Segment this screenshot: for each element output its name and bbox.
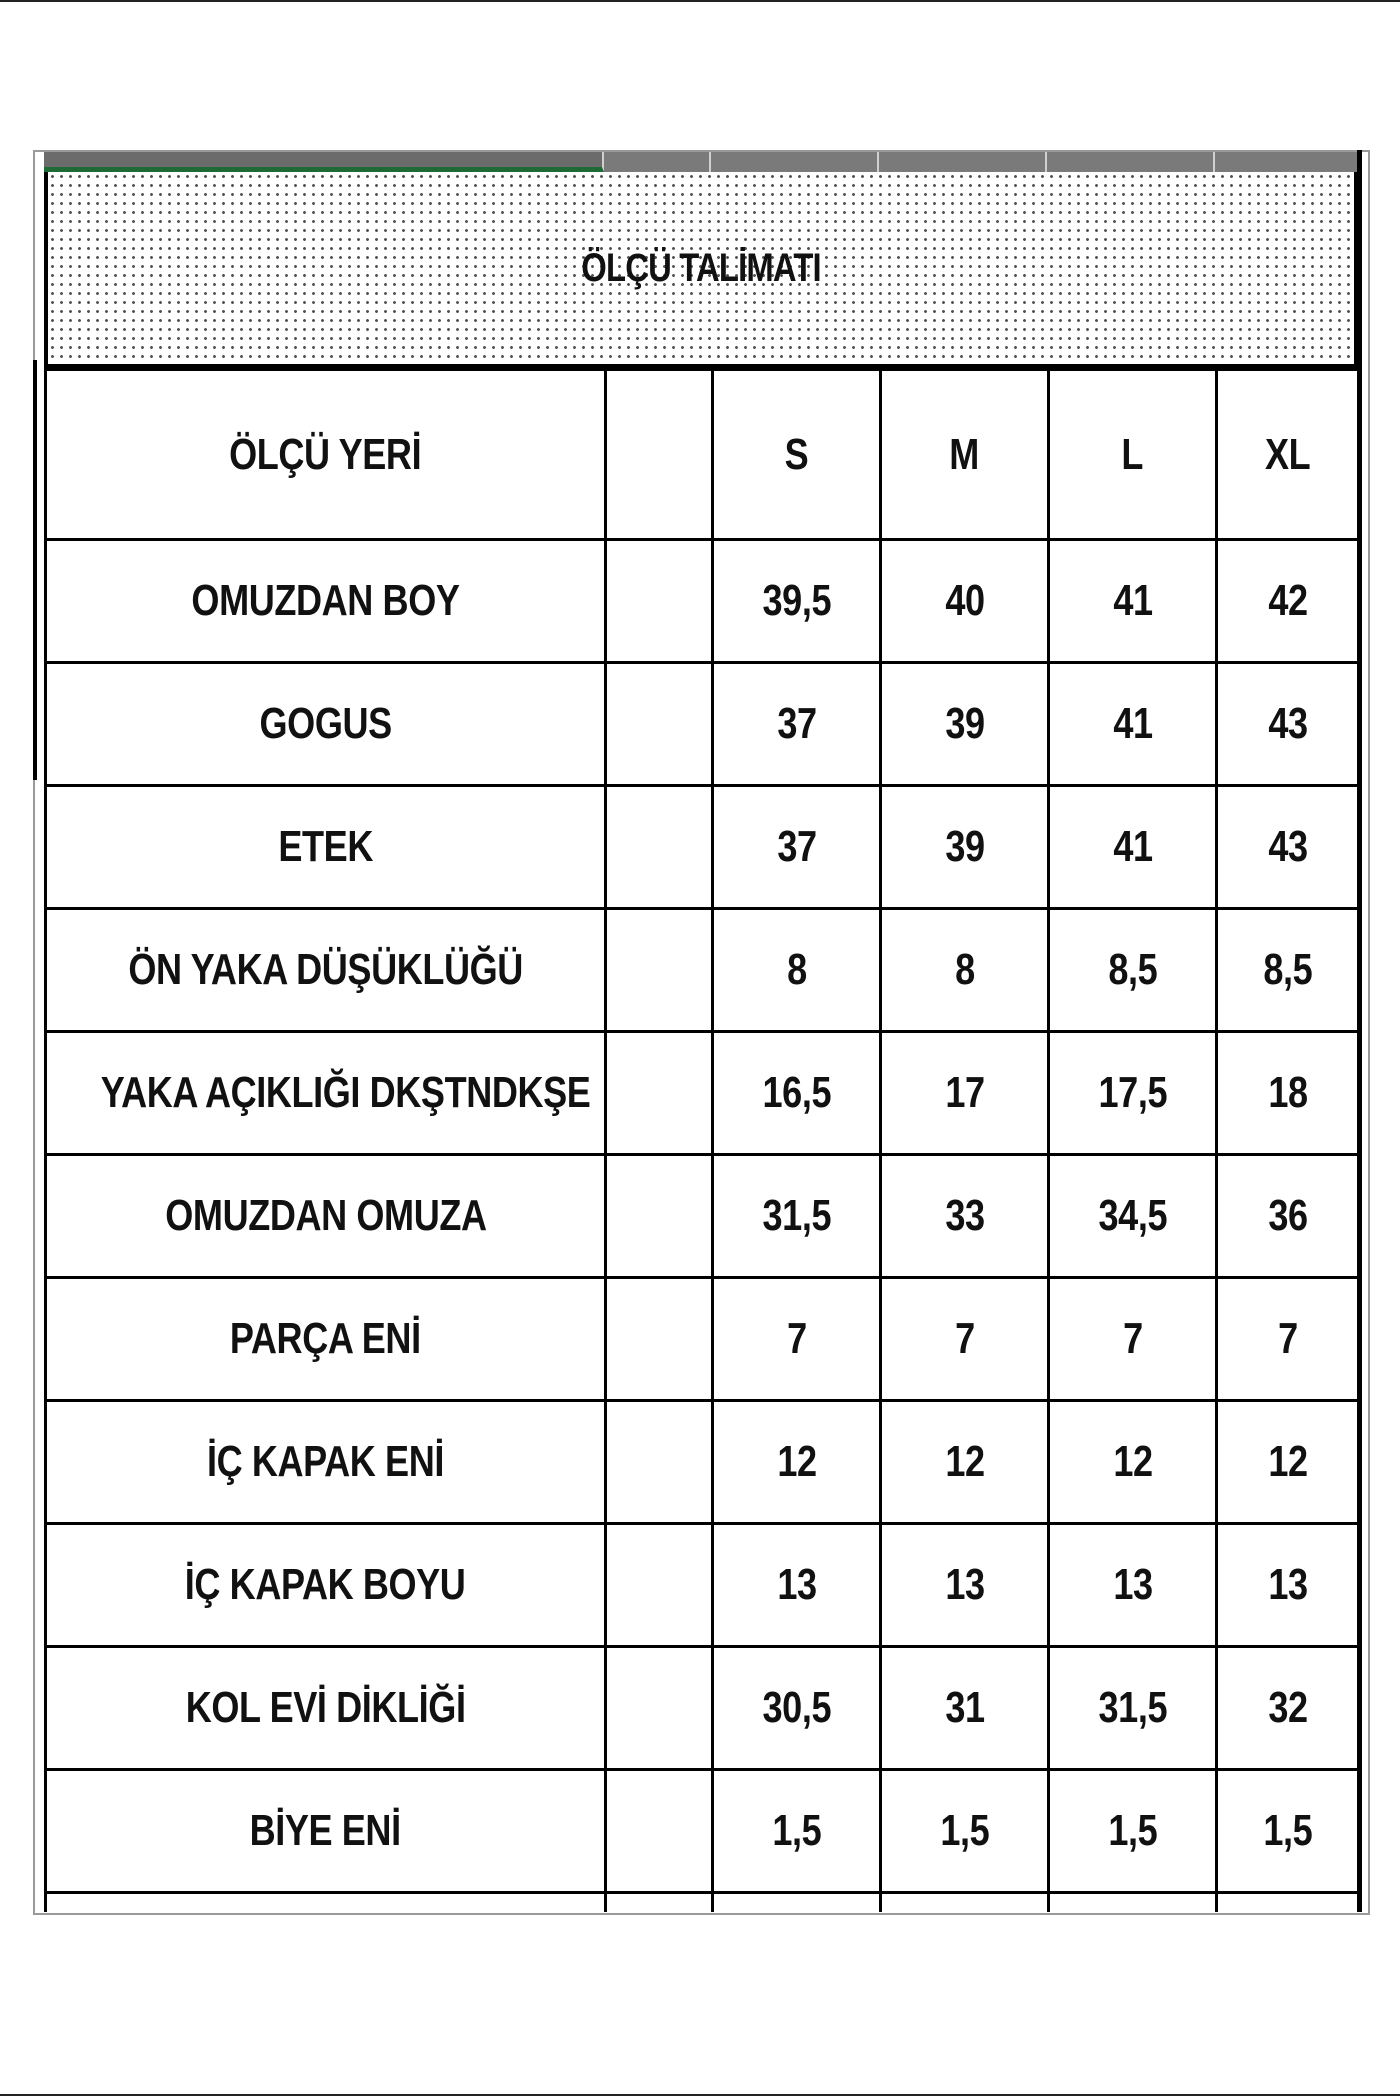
measurement-label-cell: OMUZDAN BOY xyxy=(46,540,606,663)
measurement-label-cell: YAKA AÇIKLIĞI DKŞTNDKŞE xyxy=(46,1032,606,1155)
size-m-cell: 39 xyxy=(881,663,1049,786)
size-l-cell: 13 xyxy=(1049,1524,1217,1647)
size-xl-cell: 36 xyxy=(1217,1155,1360,1278)
size-xl-cell: 13 xyxy=(1217,1524,1360,1647)
size-xl-cell: 8,5 xyxy=(1217,909,1360,1032)
size-s-cell: 1,5 xyxy=(713,1770,881,1893)
size-header-xl: XL xyxy=(1217,370,1360,540)
measurement-label-cell: BİYE ENİ xyxy=(46,1770,606,1893)
size-m-cell: 12 xyxy=(881,1401,1049,1524)
size-l-cell: 41 xyxy=(1049,540,1217,663)
size-s-cell: 37 xyxy=(713,663,881,786)
table-row xyxy=(46,1278,1360,1401)
size-xl-cell: 12 xyxy=(1217,1401,1360,1524)
size-l-cell: 12 xyxy=(1049,1401,1217,1524)
size-m-cell: 1,5 xyxy=(881,1770,1049,1893)
blank-header xyxy=(606,370,713,540)
measurement-point-header: ÖLÇÜ YERİ xyxy=(46,370,606,540)
blank-cell xyxy=(606,663,713,786)
size-m-cell: 13 xyxy=(881,1524,1049,1647)
size-header-m: M xyxy=(881,370,1049,540)
size-xl-cell: 32 xyxy=(1217,1647,1360,1770)
measurement-label-cell: KOL EVİ DİKLİĞİ xyxy=(46,1647,606,1770)
measurement-label-cell: İÇ KAPAK ENİ xyxy=(46,1401,606,1524)
size-s-cell: 39,5 xyxy=(713,540,881,663)
size-m-cell: 17 xyxy=(881,1032,1049,1155)
size-header-s: S xyxy=(713,370,881,540)
size-xl-cell: 18 xyxy=(1217,1032,1360,1155)
spreadsheet-sheet xyxy=(33,150,1370,1915)
blank-cell xyxy=(606,1278,713,1401)
page-title: ÖLÇÜ TALİMATI xyxy=(581,245,821,290)
size-s-cell: 12 xyxy=(713,1401,881,1524)
title-banner xyxy=(44,172,1358,368)
blank-cell xyxy=(606,786,713,909)
size-xl-cell: 1,5 xyxy=(1217,1770,1360,1893)
column-header-f[interactable] xyxy=(1215,152,1362,172)
size-m-cell: 7 xyxy=(881,1278,1049,1401)
measurement-label-cell: İÇ KAPAK BOYU xyxy=(46,1524,606,1647)
page-top-rule xyxy=(0,0,1400,2)
table-row xyxy=(46,1155,1360,1278)
size-m-cell: 8 xyxy=(881,909,1049,1032)
blank-cell xyxy=(606,1155,713,1278)
page-bottom-rule xyxy=(0,2094,1400,2096)
table-header-row xyxy=(46,370,1360,540)
size-l-cell: 41 xyxy=(1049,663,1217,786)
blank-cell xyxy=(606,1032,713,1155)
blank-cell xyxy=(606,1770,713,1893)
size-header-l: L xyxy=(1049,370,1217,540)
blank-cell xyxy=(606,1524,713,1647)
table-row xyxy=(46,1647,1360,1770)
column-header-b[interactable] xyxy=(604,152,711,172)
size-l-cell: 17,5 xyxy=(1049,1032,1217,1155)
column-header-d[interactable] xyxy=(879,152,1047,172)
table-row xyxy=(46,1770,1360,1893)
column-header-e[interactable] xyxy=(1047,152,1215,172)
size-s-cell: 31,5 xyxy=(713,1155,881,1278)
size-l-cell: 41 xyxy=(1049,786,1217,909)
measurement-label-cell: ETEK xyxy=(46,786,606,909)
blank-cell xyxy=(606,540,713,663)
size-l-cell: 1,5 xyxy=(1049,1770,1217,1893)
sheet-left-border-mark xyxy=(33,360,37,780)
size-s-cell: 7 xyxy=(713,1278,881,1401)
table-row-partial xyxy=(46,1893,1360,1913)
measurement-label-cell: ÖN YAKA DÜŞÜKLÜĞÜ xyxy=(46,909,606,1032)
table-row xyxy=(46,1524,1360,1647)
table-row xyxy=(46,1401,1360,1524)
blank-cell xyxy=(606,1401,713,1524)
size-xl-cell: 43 xyxy=(1217,786,1360,909)
table-row xyxy=(46,786,1360,909)
column-header-c[interactable] xyxy=(711,152,879,172)
table-row xyxy=(46,540,1360,663)
sheet-right-border xyxy=(1357,150,1362,1912)
size-s-cell: 30,5 xyxy=(713,1647,881,1770)
size-s-cell: 37 xyxy=(713,786,881,909)
size-xl-cell: 7 xyxy=(1217,1278,1360,1401)
size-m-cell: 40 xyxy=(881,540,1049,663)
measurement-label-cell: OMUZDAN OMUZA xyxy=(46,1155,606,1278)
size-m-cell: 31 xyxy=(881,1647,1049,1770)
size-l-cell: 34,5 xyxy=(1049,1155,1217,1278)
column-header-a[interactable] xyxy=(44,152,604,172)
table-row xyxy=(46,1032,1360,1155)
size-l-cell: 7 xyxy=(1049,1278,1217,1401)
measurement-label-cell: GOGUS xyxy=(46,663,606,786)
size-l-cell: 8,5 xyxy=(1049,909,1217,1032)
table-row xyxy=(46,663,1360,786)
size-l-cell: 31,5 xyxy=(1049,1647,1217,1770)
column-header-strip xyxy=(44,152,1362,172)
size-m-cell: 33 xyxy=(881,1155,1049,1278)
size-s-cell: 8 xyxy=(713,909,881,1032)
blank-cell xyxy=(606,909,713,1032)
blank-cell xyxy=(606,1647,713,1770)
table-row xyxy=(46,909,1360,1032)
size-chart-table xyxy=(44,368,1361,1912)
size-xl-cell: 42 xyxy=(1217,540,1360,663)
measurement-label-cell: PARÇA ENİ xyxy=(46,1278,606,1401)
size-m-cell: 39 xyxy=(881,786,1049,909)
size-xl-cell: 43 xyxy=(1217,663,1360,786)
size-s-cell: 13 xyxy=(713,1524,881,1647)
size-s-cell: 16,5 xyxy=(713,1032,881,1155)
